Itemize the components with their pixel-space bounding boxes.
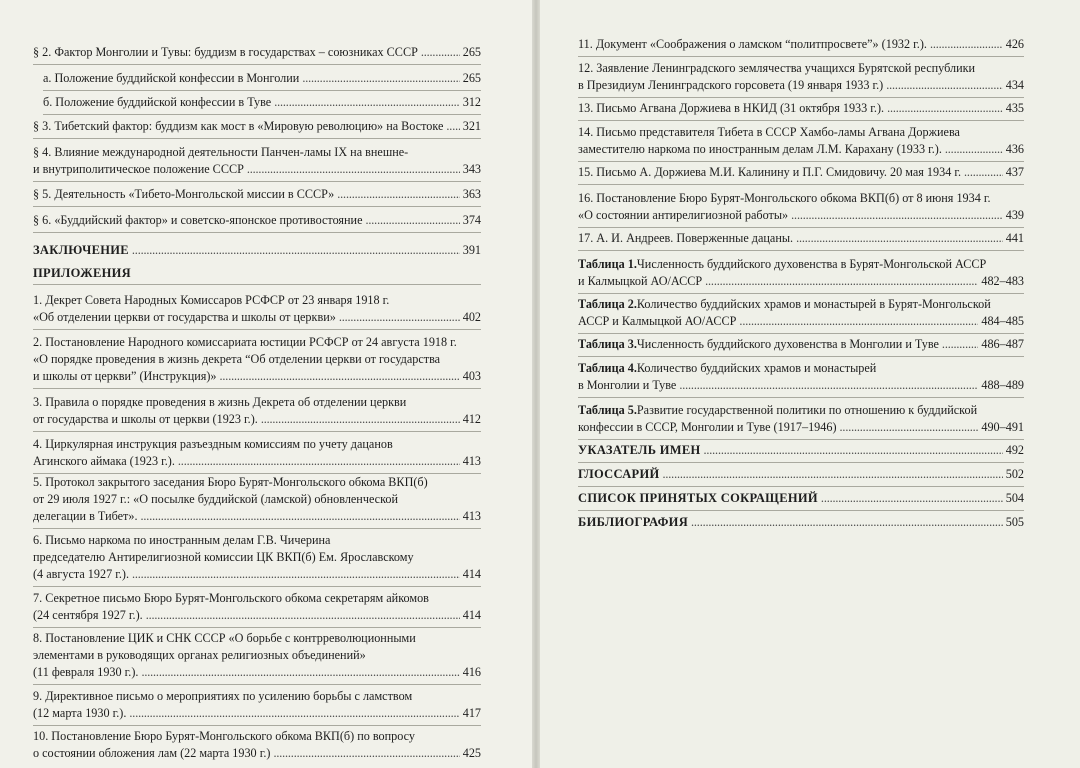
conclusion-entry[interactable] xyxy=(33,242,481,259)
entry-line xyxy=(33,647,481,664)
entry-text: в Президиум Ленинградского горсовета (19 января 1933 г.) xyxy=(578,78,884,92)
page-number: 363 xyxy=(462,187,481,201)
entry-line xyxy=(33,351,481,368)
appendix-entry[interactable] xyxy=(33,532,481,583)
separator-rule xyxy=(33,206,481,207)
separator-rule xyxy=(33,684,481,685)
page-number: 484–485 xyxy=(981,314,1024,328)
section-entry[interactable] xyxy=(33,186,481,203)
dot-leader xyxy=(247,161,460,178)
appendix-entry[interactable] xyxy=(578,124,1024,158)
entry-text: «Об отделении церкви от государства и школы от церкви» xyxy=(33,310,336,324)
separator-rule xyxy=(33,232,481,233)
entry-line xyxy=(33,453,481,470)
entry-text: а. Положение буддийской конфессии в Монголии xyxy=(43,71,300,85)
entry-text: и Калмыцкой АО/АССР xyxy=(578,274,703,288)
appendix-entry[interactable] xyxy=(578,36,1024,53)
entry-line xyxy=(33,394,481,411)
page-number: 414 xyxy=(462,608,481,622)
entry-text: 6. Письмо наркома по иностранным делам Г.В. Чичерина xyxy=(33,533,331,547)
entry-text: председателю Антирелигиозной комиссии ЦК ВКП(б) Ем. Ярославскому xyxy=(33,550,414,564)
table-label: Таблица 4. xyxy=(578,361,637,375)
section-entry[interactable] xyxy=(33,144,481,178)
right-page xyxy=(540,0,1080,768)
entry-text: 3. Правила о порядке проведения в жизнь Декрета об отделении церкви xyxy=(33,395,407,409)
section-entry[interactable] xyxy=(33,44,481,61)
entry-text: 15. Письмо А. Доржиева М.И. Калинину и П.Г. Смидовичу. 20 мая 1934 г. xyxy=(578,165,962,179)
dot-leader xyxy=(261,411,460,428)
dot-leader xyxy=(705,273,978,290)
entry-line xyxy=(33,436,481,453)
separator-rule xyxy=(578,486,1024,487)
entry-line xyxy=(33,118,481,135)
entry-text: Численность буддийского духовенства в Бурят-Монгольской АССР xyxy=(636,257,987,271)
entry-line xyxy=(33,549,481,566)
page-number: 502 xyxy=(1005,467,1024,481)
section-entry[interactable] xyxy=(43,94,481,111)
dot-leader xyxy=(220,368,460,385)
entry-line xyxy=(578,256,1024,273)
separator-rule xyxy=(578,356,1024,357)
appendix-entry[interactable] xyxy=(33,334,481,385)
entry-line xyxy=(33,242,481,259)
appendix-entry[interactable] xyxy=(578,60,1024,94)
entry-line xyxy=(33,491,481,508)
entry-line xyxy=(578,442,1024,459)
dot-leader xyxy=(132,566,460,583)
separator-rule xyxy=(578,120,1024,121)
dot-leader xyxy=(703,442,1002,459)
entry-line xyxy=(33,745,481,762)
entry-text: 16. Постановление Бюро Бурят-Монгольского обкома ВКП(б) от 8 июня 1934 г. xyxy=(578,191,991,205)
dot-leader xyxy=(821,490,1003,507)
page-number: 391 xyxy=(462,243,481,257)
entry-text: делегации в Тибет». xyxy=(33,509,138,523)
separator-rule xyxy=(33,388,481,389)
table-label: Таблица 3. xyxy=(578,337,637,351)
separator-rule xyxy=(578,161,1024,162)
page-number: 482–483 xyxy=(981,274,1024,288)
dot-leader xyxy=(273,745,459,762)
entry-text: (11 февраля 1930 г.). xyxy=(33,665,139,679)
entry-line xyxy=(578,466,1024,483)
entry-text: § 2. Фактор Монголии и Тувы: буддизм в государствах – союзниках СССР xyxy=(33,45,418,59)
entry-text: 13. Письмо Агвана Доржиева в НКИД (31 октября 1933 г.). xyxy=(578,101,885,115)
page-number: 490–491 xyxy=(981,420,1024,434)
separator-rule xyxy=(578,462,1024,463)
entry-line xyxy=(33,144,481,161)
entry-text: 2. Постановление Народного комиссариата юстиции РСФСР от 24 августа 1918 г. xyxy=(33,335,457,349)
entry-text: АССР и Калмыцкой АО/АССР xyxy=(578,314,737,328)
entry-text: Развитие государственной политики по отношению к буддийской xyxy=(636,403,978,417)
entry-text: 11. Документ «Соображения о ламском “политпросвете”» (1932 г.). xyxy=(578,37,927,51)
appendix-entry[interactable] xyxy=(578,190,1024,224)
entry-text: 1. Декрет Совета Народных Комиссаров РСФСР от 23 января 1918 г. xyxy=(33,293,390,307)
separator-rule xyxy=(43,90,481,91)
dot-leader xyxy=(964,164,1003,181)
entry-line xyxy=(33,309,481,326)
page-number: 486–487 xyxy=(981,337,1024,351)
page-number: 437 xyxy=(1005,165,1024,179)
separator-rule xyxy=(33,284,481,285)
entry-text: от государства и школы от церкви (1923 г.). xyxy=(33,412,258,426)
entry-line xyxy=(33,688,481,705)
table-label: Таблица 1. xyxy=(578,257,637,271)
entry-line xyxy=(33,44,481,61)
entry-text: § 5. Деятельность «Тибето-Монгольской миссии в СССР» xyxy=(33,187,335,201)
entry-text: § 3. Тибетский фактор: буддизм как мост в «Мировую революцию» на Востоке xyxy=(33,119,444,133)
page-number: 312 xyxy=(462,95,481,109)
entry-line xyxy=(33,607,481,624)
entry-line xyxy=(33,334,481,351)
table-entry[interactable] xyxy=(578,360,1024,394)
table-label: Таблица 5. xyxy=(578,403,637,417)
entry-text: 5. Протокол закрытого заседания Бюро Бурят-Монгольского обкома ВКП(б) xyxy=(33,475,428,489)
entry-text: 4. Циркулярная инструкция разъездным комиссиям по учету дацанов xyxy=(33,437,393,451)
separator-rule xyxy=(578,56,1024,57)
entry-line xyxy=(578,360,1024,377)
entry-line xyxy=(578,124,1024,141)
entry-line xyxy=(578,514,1024,531)
entry-text: 10. Постановление Бюро Бурят-Монгольского обкома ВКП(б) по вопросу xyxy=(33,729,415,743)
entry-text: «О состоянии антирелигиозной работы» xyxy=(578,208,789,222)
dot-leader xyxy=(337,186,459,203)
entry-text: о состоянии обложения лам (22 марта 1930 г.) xyxy=(33,746,271,760)
entry-text: 14. Письмо представителя Тибета в СССР Хамбо-ламы Агвана Доржиева xyxy=(578,125,960,139)
appendix-entry[interactable] xyxy=(578,100,1024,117)
separator-rule xyxy=(578,510,1024,511)
page-number: 402 xyxy=(462,310,481,324)
entry-text: в Монголии и Туве xyxy=(578,378,677,392)
entry-line xyxy=(33,630,481,647)
page-number: 488–489 xyxy=(981,378,1024,392)
entry-line xyxy=(578,77,1024,94)
page-number: 413 xyxy=(462,509,481,523)
entry-line xyxy=(33,705,481,722)
entry-text: элементами в руководящих органах религиозных объединений» xyxy=(33,648,366,662)
page-number: 414 xyxy=(462,567,481,581)
table-entry[interactable] xyxy=(578,336,1024,353)
entry-line xyxy=(33,186,481,203)
entry-text: ЗАКЛЮЧЕНИЕ xyxy=(33,243,129,257)
entry-line xyxy=(33,664,481,681)
entry-line xyxy=(33,411,481,428)
entry-line xyxy=(33,474,481,491)
page-number: 416 xyxy=(462,665,481,679)
entry-text: заместителю наркома по иностранным делам Л.М. Карахану (1933 г.). xyxy=(578,142,942,156)
dot-leader xyxy=(887,100,1003,117)
page-number: 403 xyxy=(462,369,481,383)
dot-leader xyxy=(302,70,459,87)
entry-line xyxy=(578,230,1024,247)
separator-rule xyxy=(578,293,1024,294)
entry-text: 7. Секретное письмо Бюро Бурят-Монгольского обкома секретарям айкомов xyxy=(33,591,429,605)
entry-line xyxy=(578,273,1024,290)
entry-line xyxy=(33,532,481,549)
dot-leader xyxy=(132,242,460,259)
entry-text: и школы от церкви” (Инструкция)» xyxy=(33,369,217,383)
appendix-entry[interactable] xyxy=(33,436,481,470)
dot-leader xyxy=(178,453,460,470)
entry-line xyxy=(33,368,481,385)
page-number: 435 xyxy=(1005,101,1024,115)
entry-text: (12 марта 1930 г.). xyxy=(33,706,127,720)
entry-line xyxy=(578,313,1024,330)
entry-line xyxy=(578,207,1024,224)
page-number: 434 xyxy=(1005,78,1024,92)
separator-rule xyxy=(33,528,481,529)
back-matter-entry[interactable] xyxy=(578,490,1024,507)
separator-rule xyxy=(33,725,481,726)
page-number: 412 xyxy=(462,412,481,426)
section-entry[interactable] xyxy=(43,70,481,87)
page-number: 413 xyxy=(462,454,481,468)
entry-text: § 4. Влияние международной деятельности Панчен-ламы IX на внешне- xyxy=(33,145,409,159)
dot-leader xyxy=(942,336,978,353)
entry-text: (24 сентября 1927 г.). xyxy=(33,608,143,622)
back-matter-entry[interactable] xyxy=(578,466,1024,483)
entry-line xyxy=(578,100,1024,117)
entry-text: Численность буддийского духовенства в Монголии и Туве xyxy=(636,337,939,351)
entry-line xyxy=(33,590,481,607)
separator-rule xyxy=(33,64,481,65)
page-number: 417 xyxy=(462,706,481,720)
entry-text: «О порядке проведения в жизнь декрета “Об отделении церкви от государства xyxy=(33,352,441,366)
dot-leader xyxy=(339,309,460,326)
entry-text: и внутриполитическое положение СССР xyxy=(33,162,244,176)
entry-text: Количество буддийских храмов и монастырей в Бурят-Монгольской xyxy=(636,297,991,311)
entry-line xyxy=(578,336,1024,353)
page-number: 425 xyxy=(462,746,481,760)
entry-text: БИБЛИОГРАФИЯ xyxy=(578,515,689,529)
dot-leader xyxy=(421,44,460,61)
page-number: 343 xyxy=(462,162,481,176)
separator-rule xyxy=(33,181,481,182)
entry-text: 12. Заявление Ленинградского землячества учащихся Бурятской республики xyxy=(578,61,976,75)
appendix-entry[interactable] xyxy=(578,230,1024,247)
entry-text: Количество буддийских храмов и монастырей xyxy=(636,361,877,375)
entry-line xyxy=(578,190,1024,207)
dot-leader xyxy=(791,207,1003,224)
entry-line xyxy=(578,377,1024,394)
dot-leader xyxy=(679,377,978,394)
left-page xyxy=(0,0,532,768)
entry-line xyxy=(33,728,481,745)
separator-rule xyxy=(578,184,1024,185)
table-label: Таблица 2. xyxy=(578,297,637,311)
appendix-entry[interactable] xyxy=(578,164,1024,181)
dot-leader xyxy=(945,141,1003,158)
dot-leader xyxy=(446,118,459,135)
dot-leader xyxy=(739,313,978,330)
appendix-entry[interactable] xyxy=(33,630,481,681)
page-number: 492 xyxy=(1005,443,1024,457)
page-number: 439 xyxy=(1005,208,1024,222)
dot-leader xyxy=(141,664,459,681)
entry-text: Агинского аймака (1923 г.). xyxy=(33,454,175,468)
entry-text: 17. А. И. Андреев. Поверженные дацаны. xyxy=(578,231,794,245)
book-spine xyxy=(532,0,540,768)
entry-line xyxy=(578,402,1024,419)
entry-text: (4 августа 1927 г.). xyxy=(33,567,129,581)
dot-leader xyxy=(274,94,460,111)
appendix-entry[interactable] xyxy=(33,728,481,762)
separator-rule xyxy=(578,397,1024,398)
page-number: 436 xyxy=(1005,142,1024,156)
entry-text: § 6. «Буддийский фактор» и советско-японское противостояние xyxy=(33,213,363,227)
separator-rule xyxy=(33,329,481,330)
page-number: 426 xyxy=(1005,37,1024,51)
entry-text: от 29 июля 1927 г.: «О посылке буддийской (ламской) обновленческой xyxy=(33,492,399,506)
section-entry[interactable] xyxy=(33,118,481,135)
entry-line xyxy=(578,164,1024,181)
page-number: 505 xyxy=(1005,515,1024,529)
section-entry[interactable] xyxy=(33,212,481,229)
entry-line xyxy=(33,508,481,525)
separator-rule xyxy=(33,138,481,139)
dot-leader xyxy=(366,212,460,229)
page-number: 441 xyxy=(1005,231,1024,245)
dot-leader xyxy=(796,230,1003,247)
dot-leader xyxy=(141,508,460,525)
separator-rule xyxy=(578,333,1024,334)
dot-leader xyxy=(691,514,1003,531)
table-entry[interactable] xyxy=(578,256,1024,290)
entry-text: СПИСОК ПРИНЯТЫХ СОКРАЩЕНИЙ xyxy=(578,491,818,505)
separator-rule xyxy=(33,431,481,432)
appendix-entry[interactable] xyxy=(33,474,481,525)
separator-rule xyxy=(578,97,1024,98)
dot-leader xyxy=(886,77,1002,94)
page-number: 321 xyxy=(462,119,481,133)
entry-line xyxy=(33,161,481,178)
separator-rule xyxy=(578,250,1024,251)
entry-text: 8. Постановление ЦИК и СНК СССР «О борьбе с контрреволюционными xyxy=(33,631,416,645)
dot-leader xyxy=(129,705,459,722)
separator-rule xyxy=(578,439,1024,440)
dot-leader xyxy=(146,607,460,624)
table-entry[interactable] xyxy=(578,402,1024,436)
entry-line xyxy=(578,419,1024,436)
dot-leader xyxy=(840,419,979,436)
entry-line xyxy=(33,292,481,309)
appendix-entry[interactable] xyxy=(33,688,481,722)
entry-line xyxy=(43,70,481,87)
page-number: 504 xyxy=(1005,491,1024,505)
page-number: 265 xyxy=(462,45,481,59)
dot-leader xyxy=(930,36,1003,53)
appendix-entry[interactable] xyxy=(33,590,481,624)
entry-line xyxy=(578,141,1024,158)
entry-text: ГЛОССАРИЙ xyxy=(578,467,660,481)
entry-line xyxy=(33,566,481,583)
entry-line xyxy=(578,60,1024,77)
separator-rule xyxy=(43,114,481,115)
page-number: 265 xyxy=(462,71,481,85)
back-matter-entry[interactable] xyxy=(578,514,1024,531)
entry-text: б. Положение буддийской конфессии в Туве xyxy=(43,95,272,109)
dot-leader xyxy=(663,466,1003,483)
page-number: 374 xyxy=(462,213,481,227)
back-matter-entry[interactable] xyxy=(578,442,1024,459)
entry-line xyxy=(578,490,1024,507)
entry-text: конфессии в СССР, Монголии и Туве (1917–1946) xyxy=(578,420,837,434)
separator-rule xyxy=(578,227,1024,228)
separator-rule xyxy=(33,586,481,587)
entry-line xyxy=(578,36,1024,53)
table-entry[interactable] xyxy=(578,296,1024,330)
entry-text: 9. Директивное письмо о мероприятиях по усилению борьбы с ламством xyxy=(33,689,413,703)
entry-line xyxy=(43,94,481,111)
entry-line xyxy=(578,296,1024,313)
appendices-heading: ПРИЛОЖЕНИЯ xyxy=(33,266,131,280)
appendix-entry[interactable] xyxy=(33,292,481,326)
separator-rule xyxy=(33,627,481,628)
entry-line xyxy=(33,212,481,229)
entry-text: УКАЗАТЕЛЬ ИМЕН xyxy=(578,443,701,457)
appendix-entry[interactable] xyxy=(33,394,481,428)
